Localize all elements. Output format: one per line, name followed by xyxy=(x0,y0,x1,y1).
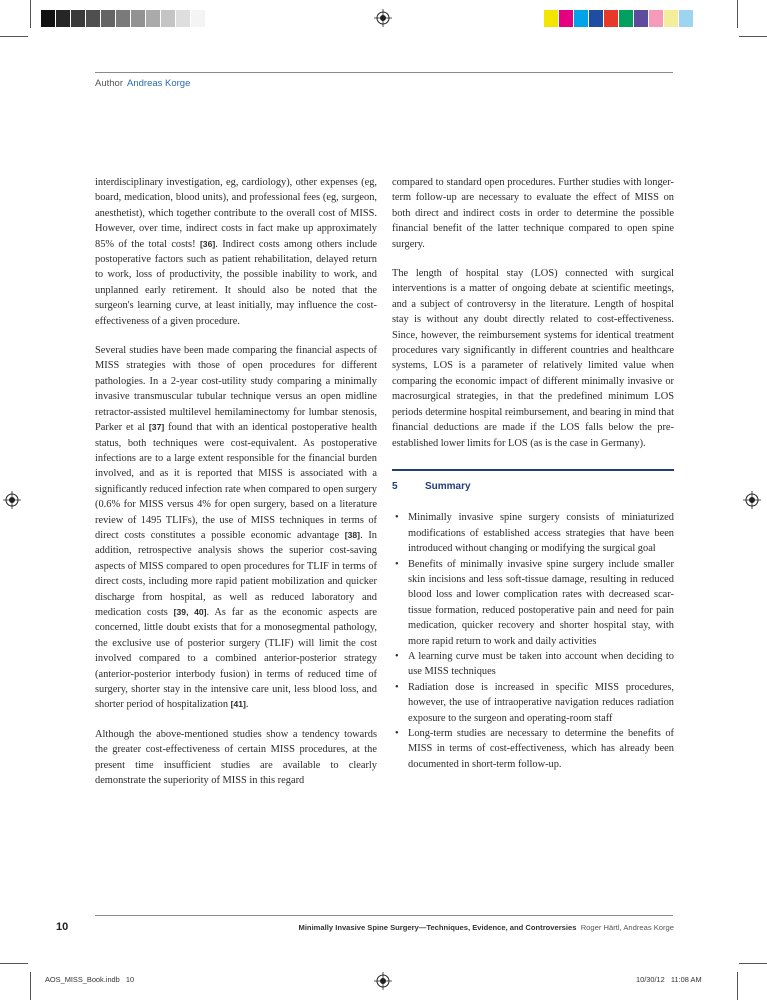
text-run: . xyxy=(245,699,249,711)
citation-ref: [37] xyxy=(148,422,165,433)
text-run: . Indirect costs among others include postoperative factors such as patient rehabilitation, delayed return to work, loss of productivity, the possible inability to work, and unplanned early retirement. It should also be noted that the surgeon's learning curve, at least initially, may influence the cost-effectiveness of a given procedure. xyxy=(95,238,378,327)
section-number: 5 xyxy=(392,480,398,492)
crop-mark xyxy=(739,36,767,37)
color-swatch xyxy=(604,10,619,27)
page-number: 10 xyxy=(56,921,69,933)
gray-swatch xyxy=(41,10,56,27)
list-item xyxy=(392,726,674,772)
list-item-text: A learning curve must be taken into account when deciding to use MISS techniques xyxy=(408,650,674,678)
bullet-icon: • xyxy=(395,681,399,693)
paragraph-studies xyxy=(95,343,377,713)
running-footer xyxy=(299,923,675,932)
header-author: Andreas Korge xyxy=(127,78,191,89)
print-slug-file: AOS_MISS_Book.indb 10 xyxy=(45,975,135,984)
gray-swatch xyxy=(176,10,191,27)
grayscale-calibration-bar xyxy=(41,10,206,27)
text-run: found that with an identical postoperative health status, both techniques were cost-equivalent. As postoperative infections are to a large extent responsible for the financial burden involved, and as it is reported that MISS is associated with a significantly reduced infection rate when compared to open surgery (0.6% for MISS versus 4% for open surgery, based on a literature review of 1495 TLIFs), the use of MISS techniques in terms of direct costs constitutes a possible economic advantage xyxy=(95,422,377,541)
crop-mark xyxy=(737,0,738,28)
footer-rule xyxy=(95,915,673,916)
text-run: . In addition, retrospective analysis shows the superior cost-saving aspects of MISS compared to open procedures for TLIF in terms of direct costs, including more rapid patient mobilization and quicker discharge from hospital, as well as reduced laboratory and medication costs xyxy=(95,529,377,618)
gray-swatch xyxy=(191,10,206,27)
paragraph-further-studies: compared to standard open procedures. Further studies with longer-term follow-up are necessary to evaluate the effect of MISS on both direct and indirect costs in order to determine the possible financial benefit of the latter technique compared to open spine surgery. xyxy=(392,177,674,250)
list-item xyxy=(392,649,674,680)
print-slug-datetime: 10/30/12 11:08 AM xyxy=(636,975,702,984)
list-item xyxy=(392,557,674,649)
crop-mark xyxy=(30,0,31,28)
crop-mark xyxy=(0,963,28,964)
section-heading xyxy=(392,479,674,494)
color-swatch xyxy=(679,10,694,27)
color-swatch xyxy=(619,10,634,27)
bullet-icon: • xyxy=(395,512,399,524)
color-calibration-bar xyxy=(544,10,694,27)
paragraph-length-of-stay: The length of hospital stay (LOS) connected with surgical interventions is a matter of ongoing debate at scientific meetings, and a subject of controversy in the literature. Length of hospital stay is without any doubt directly related to cost-effectiveness. Since, however, the reimbursement systems for identical treatment procedures vary significantly in different countries and healthcare systems, LOS is a parameter of relatively limited value when comparing the economic impact of different minimally invasive or macrosurgical strategies, in that the predefined minimum LOS periods determine hospital reimbursement, and bearing in mind that financial deductions are made if the LOS falls below the pre-established lower limits for LOS (as is the case in Germany). xyxy=(392,268,674,449)
summary-list xyxy=(392,510,674,772)
gray-swatch xyxy=(71,10,86,27)
left-column xyxy=(95,175,377,788)
text-run: . As far as the economic aspects are concerned, little doubt exists that for a monosegmental pathology, the exclusive use of posterior surgery (TLIF) will limit the cost involved compared to a combined anterior-posterior strategy (anterior-posterior interbody fusion) in terms of reduced time of surgery, shorter stay in the intensive care unit, less blood loss, and shorter period of hospitalization xyxy=(95,606,377,711)
gray-swatch xyxy=(131,10,146,27)
citation-ref: [39, 40] xyxy=(173,606,207,617)
list-item-text: Radiation dose is increased in specific MISS procedures, however, the use of intraoperative navigation reduces radiation exposure to the surgeon and operating-room staff xyxy=(408,681,674,724)
gray-swatch xyxy=(161,10,176,27)
registration-mark-icon xyxy=(743,491,761,509)
header-rule xyxy=(95,72,673,73)
crop-mark xyxy=(737,972,738,1000)
color-swatch xyxy=(589,10,604,27)
gray-swatch xyxy=(101,10,116,27)
bullet-icon: • xyxy=(395,728,399,739)
header-label: Author xyxy=(95,78,123,89)
citation-ref: [36] xyxy=(199,238,216,249)
bullet-icon: • xyxy=(395,558,399,570)
text-run: Several studies have been made comparing the financial aspects of MISS strategies with those of open procedures for different pathologies. In a 2-year cost-utility study comparing a minimally invasive transmuscular tubular technique versus an open midline retractor-assisted multilevel hemilaminectomy for lumbar stenosis, Parker et al xyxy=(95,345,377,434)
crop-mark xyxy=(739,963,767,964)
right-column xyxy=(392,175,674,772)
registration-mark-icon xyxy=(374,972,392,990)
gray-swatch xyxy=(86,10,101,27)
running-header xyxy=(95,78,190,89)
registration-mark-icon xyxy=(3,491,21,509)
paragraph-costs xyxy=(95,175,377,329)
section-rule xyxy=(392,469,674,471)
color-swatch xyxy=(544,10,559,27)
section-title: Summary xyxy=(425,480,471,492)
list-item xyxy=(392,510,674,556)
list-item-text: Long-term studies are necessary to determine the benefits of MISS in terms of cost-effectiveness, which has already been documented in short-term follow-up. xyxy=(408,728,674,770)
color-swatch xyxy=(559,10,574,27)
color-swatch xyxy=(634,10,649,27)
paragraph-conclusion: Although the above-mentioned studies show a tendency towards the greater cost-effectiveness of certain MISS procedures, at the present time insufficient studies are available to clearly demonstrate the superiority of MISS in this regard xyxy=(95,728,377,787)
color-swatch xyxy=(664,10,679,27)
bullet-icon: • xyxy=(395,650,399,662)
citation-ref: [41] xyxy=(230,699,246,710)
crop-mark xyxy=(0,36,28,37)
crop-mark xyxy=(30,972,31,1000)
registration-mark-icon xyxy=(374,9,392,27)
text-run: interdisciplinary investigation, eg, cardiology), other expenses (eg, board, medication, blood units), and professional fees (eg, surgeon, anesthetist), which together contribute to the overall cost of MISS. However, over time, indirect costs in fact make up approximately 85% of the total costs! xyxy=(95,177,377,250)
list-item-text: Minimally invasive spine surgery consists of miniaturized modifications of established access strategies that have been introduced without changing or modifying the surgical goal xyxy=(408,512,674,555)
color-swatch xyxy=(649,10,664,27)
gray-swatch xyxy=(146,10,161,27)
book-editors: Roger Härtl, Andreas Korge xyxy=(580,923,674,932)
list-item xyxy=(392,680,674,726)
list-item-text: Benefits of minimally invasive spine surgery include smaller skin incisions and less soft-tissue damage, resulting in reduced blood loss and lower complication rates with decreased scar-tissue formation, reduced postoperative pain and need for pain medication, quicker recovery and shorter hospital stay, with more rapid return to work and daily activities xyxy=(408,558,674,647)
gray-swatch xyxy=(116,10,131,27)
book-title: Minimally Invasive Spine Surgery—Techniques, Evidence, and Controversies xyxy=(298,923,577,932)
gray-swatch xyxy=(56,10,71,27)
citation-ref: [38] xyxy=(344,529,361,540)
color-swatch xyxy=(574,10,589,27)
